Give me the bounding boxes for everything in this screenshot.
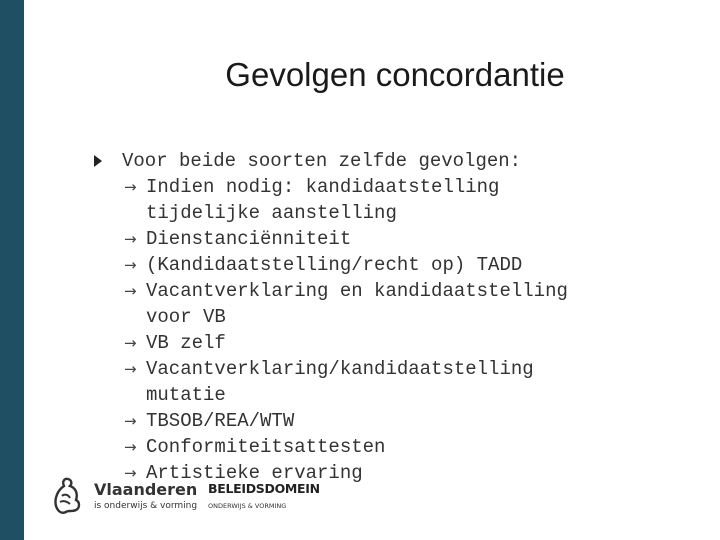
sub-item xyxy=(94,252,694,278)
arrow-right-icon: → xyxy=(124,438,137,456)
sub-item xyxy=(94,174,694,226)
domain-name: BELEIDSDOMEIN xyxy=(208,481,320,496)
sub-item xyxy=(94,408,694,434)
sub-item xyxy=(94,226,694,252)
sub-item-text: Artistieke ervaring xyxy=(146,462,363,484)
slide-content xyxy=(94,148,694,486)
sub-item-text: VB zelf xyxy=(146,332,226,354)
main-bullet-text: Voor beide soorten zelfde gevolgen: xyxy=(122,150,522,172)
arrow-right-icon: → xyxy=(124,256,137,274)
main-bullet xyxy=(94,148,694,174)
sub-item-text: Dienstanciënniteit xyxy=(146,228,352,250)
sub-item xyxy=(94,356,694,408)
sub-item-text: voor VB xyxy=(146,306,226,328)
sub-item-text: Conformiteitsattesten xyxy=(146,436,386,458)
sub-item-text: mutatie xyxy=(146,384,226,406)
sub-item-text: Vacantverklaring/kandidaatstelling xyxy=(146,358,534,380)
arrow-right-icon: → xyxy=(124,230,137,248)
sub-item xyxy=(94,434,694,460)
sub-item xyxy=(94,330,694,356)
sub-item-text: (Kandidaatstelling/recht op) TADD xyxy=(146,254,523,276)
arrow-right-icon: → xyxy=(124,282,137,300)
arrow-right-icon: → xyxy=(124,334,137,352)
sub-item-text: Vacantverklaring en kandidaatstelling xyxy=(146,280,568,302)
sub-item-text: TBSOB/REA/WTW xyxy=(146,410,295,432)
arrow-right-icon: → xyxy=(124,360,137,378)
slide-title: Gevolgen concordantie xyxy=(225,56,565,93)
arrow-right-icon: → xyxy=(124,464,137,482)
arrow-right-icon: → xyxy=(124,412,137,430)
arrow-right-icon: → xyxy=(124,178,137,196)
brand-tagline: is onderwijs & vorming xyxy=(94,501,198,511)
sub-item-text: Indien nodig: kandidaatstelling xyxy=(146,176,500,198)
sub-item-text: tijdelijke aanstelling xyxy=(146,202,397,224)
sub-item xyxy=(94,278,694,330)
triangle-bullet-icon xyxy=(94,155,102,167)
footer-logo xyxy=(50,476,350,520)
domain-tagline: ONDERWIJS & VORMING xyxy=(208,502,287,510)
flemish-lion-icon xyxy=(50,476,84,516)
brand-name: Vlaanderen xyxy=(94,480,198,499)
